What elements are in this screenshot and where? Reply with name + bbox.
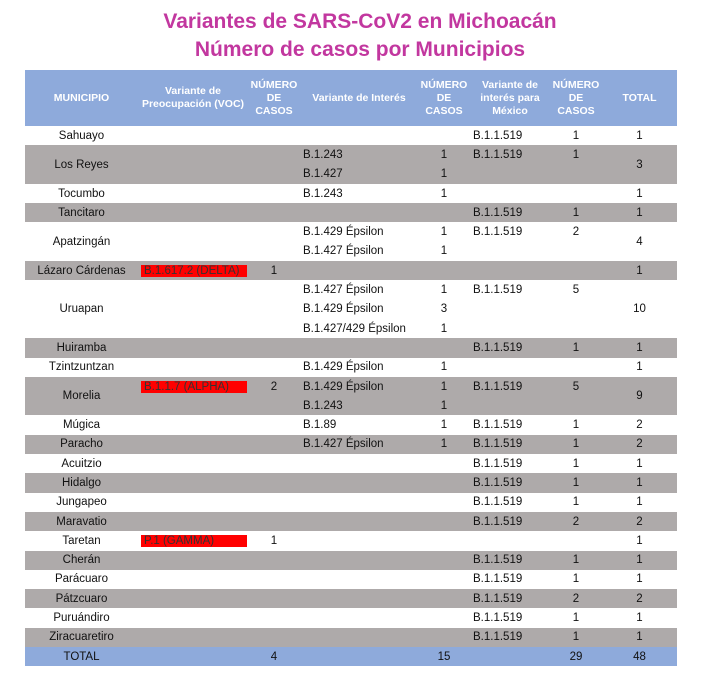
- table-row: [25, 570, 677, 589]
- interes-count-cell: 1: [418, 377, 470, 396]
- voc-cell: [138, 415, 248, 434]
- total-cell: 10: [602, 280, 677, 338]
- mexico-count-cell: [550, 396, 602, 415]
- mexico-count-cell: [550, 165, 602, 184]
- mexico-count-cell: [550, 531, 602, 550]
- interes-count-cell: 1: [418, 222, 470, 241]
- municipio-cell: Huiramba: [25, 338, 138, 357]
- voc-badge: B.1.1.7 (ALPHA): [141, 381, 247, 393]
- table-row: [25, 358, 677, 377]
- total-cell: 3: [602, 145, 677, 184]
- voc-count-cell: [248, 589, 300, 608]
- mexico-cell: [470, 242, 550, 261]
- table-row: [25, 608, 677, 627]
- mexico-cell: B.1.1.519: [470, 222, 550, 241]
- total-cell: 1: [602, 338, 677, 357]
- voc-cell: [138, 396, 248, 415]
- table-body: [25, 126, 677, 647]
- voc-count-cell: [248, 628, 300, 647]
- voc-cell: [138, 473, 248, 492]
- voc-count-cell: [248, 512, 300, 531]
- mexico-count-cell: 1: [550, 493, 602, 512]
- total-cell: 1: [602, 126, 677, 145]
- interes-cell: B.1.427 Épsilon: [300, 242, 418, 261]
- mexico-cell: B.1.1.519: [470, 473, 550, 492]
- table-row: [25, 145, 677, 164]
- municipio-cell: Parácuaro: [25, 570, 138, 589]
- municipio-cell: Jungapeo: [25, 493, 138, 512]
- mexico-count-cell: 1: [550, 454, 602, 473]
- total-cell: 1: [602, 203, 677, 222]
- interes-cell: [300, 512, 418, 531]
- municipio-cell: Múgica: [25, 415, 138, 434]
- interes-count-cell: 1: [418, 435, 470, 454]
- voc-cell: [138, 300, 248, 319]
- mexico-cell: B.1.1.519: [470, 145, 550, 164]
- total-cell: 1: [602, 184, 677, 203]
- voc-cell: [138, 319, 248, 338]
- voc-count-cell: [248, 435, 300, 454]
- municipio-cell: Tancitaro: [25, 203, 138, 222]
- table-row: [25, 473, 677, 492]
- interes-cell: [300, 473, 418, 492]
- header-total: TOTAL: [602, 70, 677, 126]
- municipio-cell: Tocumbo: [25, 184, 138, 203]
- table-row: [25, 126, 677, 145]
- voc-count-cell: [248, 358, 300, 377]
- mexico-count-cell: 2: [550, 589, 602, 608]
- voc-cell: [138, 493, 248, 512]
- interes-count-cell: 1: [418, 415, 470, 434]
- mexico-cell: [470, 165, 550, 184]
- interes-count-cell: 1: [418, 165, 470, 184]
- interes-count-cell: [418, 473, 470, 492]
- interes-cell: [300, 203, 418, 222]
- page-subtitle: Número de casos por Municipios: [194, 38, 526, 61]
- voc-count-cell: [248, 319, 300, 338]
- mexico-count-cell: 1: [550, 570, 602, 589]
- header-num-voc: NÚMERO DE CASOS: [248, 70, 300, 126]
- table-row: [25, 415, 677, 434]
- interes-cell: [300, 570, 418, 589]
- voc-cell: [138, 222, 248, 241]
- header-interes: Variante de Interés: [300, 70, 418, 126]
- interes-count-cell: 1: [418, 358, 470, 377]
- total-cell: 2: [602, 435, 677, 454]
- mexico-count-cell: [550, 358, 602, 377]
- mexico-cell: [470, 300, 550, 319]
- table-row: [25, 454, 677, 473]
- voc-count-cell: [248, 145, 300, 164]
- voc-cell: [138, 203, 248, 222]
- interes-cell: [300, 628, 418, 647]
- totals-total: 48: [602, 647, 677, 666]
- total-cell: 4: [602, 222, 677, 261]
- voc-count-cell: [248, 551, 300, 570]
- total-cell: 1: [602, 454, 677, 473]
- voc-cell: [138, 145, 248, 164]
- voc-cell: [138, 126, 248, 145]
- municipio-cell: Puruándiro: [25, 608, 138, 627]
- voc-count-cell: 1: [248, 261, 300, 280]
- municipio-cell: Uruapan: [25, 280, 138, 338]
- interes-cell: B.1.427 Épsilon: [300, 280, 418, 299]
- interes-count-cell: 1: [418, 145, 470, 164]
- municipio-cell: Tzintzuntzan: [25, 358, 138, 377]
- municipio-cell: Los Reyes: [25, 145, 138, 184]
- interes-cell: [300, 608, 418, 627]
- total-cell: 1: [602, 628, 677, 647]
- mexico-count-cell: 1: [550, 473, 602, 492]
- interes-count-cell: [418, 570, 470, 589]
- total-cell: 1: [602, 570, 677, 589]
- header-voc: Variante de Preocupación (VOC): [138, 70, 248, 126]
- mexico-count-cell: 5: [550, 377, 602, 396]
- voc-cell: [138, 608, 248, 627]
- mexico-cell: B.1.1.519: [470, 608, 550, 627]
- voc-count-cell: [248, 570, 300, 589]
- table-row: [25, 628, 677, 647]
- mexico-count-cell: 1: [550, 551, 602, 570]
- municipio-cell: Cherán: [25, 551, 138, 570]
- voc-badge: P.1 (GAMMA): [141, 535, 247, 547]
- interes-cell: B.1.243: [300, 184, 418, 203]
- voc-count-cell: [248, 203, 300, 222]
- voc-cell: [138, 531, 248, 550]
- interes-count-cell: [418, 608, 470, 627]
- total-cell: 1: [602, 493, 677, 512]
- interes-cell: [300, 589, 418, 608]
- mexico-count-cell: 1: [550, 435, 602, 454]
- voc-count-cell: [248, 300, 300, 319]
- total-cell: 1: [602, 261, 677, 280]
- interes-cell: B.1.429 Épsilon: [300, 300, 418, 319]
- interes-count-cell: 1: [418, 184, 470, 203]
- voc-count-cell: 2: [248, 377, 300, 396]
- mexico-count-cell: 1: [550, 628, 602, 647]
- total-cell: 2: [602, 415, 677, 434]
- voc-cell: [138, 377, 248, 396]
- municipio-cell: Acuitzio: [25, 454, 138, 473]
- voc-cell: [138, 165, 248, 184]
- voc-count-cell: [248, 280, 300, 299]
- mexico-cell: B.1.1.519: [470, 493, 550, 512]
- table-row: [25, 280, 677, 299]
- mexico-count-cell: 1: [550, 145, 602, 164]
- interes-count-cell: [418, 512, 470, 531]
- table-row: [25, 512, 677, 531]
- municipio-cell: Taretan: [25, 531, 138, 550]
- interes-cell: B.1.89: [300, 415, 418, 434]
- municipio-cell: Pátzcuaro: [25, 589, 138, 608]
- interes-cell: B.1.427/429 Épsilon: [300, 319, 418, 338]
- mexico-count-cell: [550, 242, 602, 261]
- interes-count-cell: [418, 454, 470, 473]
- voc-cell: [138, 338, 248, 357]
- voc-count-cell: [248, 222, 300, 241]
- table-row: [25, 589, 677, 608]
- interes-cell: [300, 531, 418, 550]
- interes-cell: [300, 126, 418, 145]
- mexico-cell: [470, 396, 550, 415]
- interes-cell: B.1.243: [300, 145, 418, 164]
- mexico-cell: [470, 319, 550, 338]
- totals-mexico: 29: [550, 647, 602, 666]
- voc-cell: [138, 551, 248, 570]
- mexico-count-cell: 2: [550, 222, 602, 241]
- interes-cell: B.1.243: [300, 396, 418, 415]
- header-municipio: MUNICIPIO: [25, 70, 138, 126]
- mexico-cell: B.1.1.519: [470, 512, 550, 531]
- voc-cell: [138, 570, 248, 589]
- table-row: [25, 261, 677, 280]
- header-num-mexico: NÚMERO DE CASOS: [550, 70, 602, 126]
- table-row: [25, 222, 677, 241]
- header-num-interes: NÚMERO DE CASOS: [418, 70, 470, 126]
- interes-cell: [300, 454, 418, 473]
- interes-cell: B.1.427: [300, 165, 418, 184]
- voc-cell: [138, 454, 248, 473]
- municipio-cell: Lázaro Cárdenas: [25, 261, 138, 280]
- interes-count-cell: [418, 261, 470, 280]
- voc-cell: [138, 589, 248, 608]
- mexico-cell: B.1.1.519: [470, 280, 550, 299]
- mexico-count-cell: 1: [550, 126, 602, 145]
- municipio-cell: Paracho: [25, 435, 138, 454]
- interes-count-cell: 1: [418, 319, 470, 338]
- voc-cell: [138, 261, 248, 280]
- table-row: [25, 435, 677, 454]
- mexico-count-cell: [550, 300, 602, 319]
- mexico-cell: [470, 531, 550, 550]
- voc-badge: B.1.617.2 (DELTA): [141, 265, 247, 277]
- interes-count-cell: [418, 203, 470, 222]
- table-row: [25, 493, 677, 512]
- voc-cell: [138, 358, 248, 377]
- voc-count-cell: [248, 473, 300, 492]
- interes-cell: B.1.429 Épsilon: [300, 222, 418, 241]
- interes-cell: B.1.429 Épsilon: [300, 358, 418, 377]
- interes-cell: [300, 261, 418, 280]
- cases-table: [25, 70, 677, 666]
- mexico-cell: [470, 261, 550, 280]
- interes-cell: [300, 338, 418, 357]
- voc-count-cell: [248, 126, 300, 145]
- total-cell: 1: [602, 608, 677, 627]
- mexico-cell: B.1.1.519: [470, 126, 550, 145]
- total-cell: 1: [602, 551, 677, 570]
- table-header-row: [25, 70, 677, 126]
- voc-cell: [138, 435, 248, 454]
- voc-count-cell: [248, 338, 300, 357]
- mexico-cell: B.1.1.519: [470, 377, 550, 396]
- interes-count-cell: [418, 338, 470, 357]
- mexico-count-cell: [550, 319, 602, 338]
- municipio-cell: Maravatio: [25, 512, 138, 531]
- interes-cell: B.1.427 Épsilon: [300, 435, 418, 454]
- interes-count-cell: [418, 493, 470, 512]
- totals-row: [25, 647, 677, 666]
- table-row: [25, 377, 677, 396]
- mexico-count-cell: 1: [550, 415, 602, 434]
- total-cell: 1: [602, 358, 677, 377]
- interes-count-cell: [418, 628, 470, 647]
- mexico-cell: [470, 184, 550, 203]
- interes-cell: B.1.429 Épsilon: [300, 377, 418, 396]
- mexico-cell: B.1.1.519: [470, 415, 550, 434]
- totals-voc: 4: [248, 647, 300, 666]
- page-title: Variantes de SARS-CoV2 en Michoacán: [163, 10, 557, 33]
- total-cell: 2: [602, 589, 677, 608]
- mexico-cell: B.1.1.519: [470, 338, 550, 357]
- voc-count-cell: [248, 493, 300, 512]
- total-cell: 1: [602, 473, 677, 492]
- mexico-count-cell: 2: [550, 512, 602, 531]
- mexico-cell: B.1.1.519: [470, 435, 550, 454]
- table-row: [25, 184, 677, 203]
- total-cell: 2: [602, 512, 677, 531]
- mexico-cell: B.1.1.519: [470, 628, 550, 647]
- interes-cell: [300, 551, 418, 570]
- interes-count-cell: 1: [418, 242, 470, 261]
- voc-count-cell: [248, 184, 300, 203]
- interes-count-cell: 1: [418, 280, 470, 299]
- voc-count-cell: [248, 608, 300, 627]
- mexico-count-cell: [550, 184, 602, 203]
- interes-count-cell: [418, 531, 470, 550]
- mexico-count-cell: 1: [550, 608, 602, 627]
- voc-cell: [138, 242, 248, 261]
- mexico-cell: B.1.1.519: [470, 570, 550, 589]
- mexico-count-cell: 1: [550, 203, 602, 222]
- mexico-count-cell: 5: [550, 280, 602, 299]
- municipio-cell: Morelia: [25, 377, 138, 416]
- mexico-count-cell: 1: [550, 338, 602, 357]
- total-cell: 9: [602, 377, 677, 416]
- table-row: [25, 531, 677, 550]
- interes-count-cell: [418, 551, 470, 570]
- municipio-cell: Ziracuaretiro: [25, 628, 138, 647]
- voc-count-cell: [248, 415, 300, 434]
- interes-count-cell: 1: [418, 396, 470, 415]
- municipio-cell: Sahuayo: [25, 126, 138, 145]
- table-row: [25, 203, 677, 222]
- table-row: [25, 551, 677, 570]
- mexico-cell: B.1.1.519: [470, 203, 550, 222]
- municipio-cell: Hidalgo: [25, 473, 138, 492]
- interes-count-cell: 3: [418, 300, 470, 319]
- totals-interes: 15: [418, 647, 470, 666]
- totals-label: TOTAL: [25, 647, 138, 666]
- voc-count-cell: [248, 396, 300, 415]
- voc-cell: [138, 184, 248, 203]
- mexico-cell: B.1.1.519: [470, 454, 550, 473]
- mexico-count-cell: [550, 261, 602, 280]
- voc-count-cell: [248, 165, 300, 184]
- voc-cell: [138, 628, 248, 647]
- table-row: [25, 338, 677, 357]
- voc-count-cell: [248, 242, 300, 261]
- voc-count-cell: [248, 454, 300, 473]
- mexico-cell: B.1.1.519: [470, 589, 550, 608]
- mexico-cell: [470, 358, 550, 377]
- total-cell: 1: [602, 531, 677, 550]
- interes-cell: [300, 493, 418, 512]
- voc-count-cell: 1: [248, 531, 300, 550]
- interes-count-cell: [418, 126, 470, 145]
- municipio-cell: Apatzingán: [25, 222, 138, 261]
- mexico-cell: B.1.1.519: [470, 551, 550, 570]
- header-mexico: Variante de interés para México: [470, 70, 550, 126]
- voc-cell: [138, 512, 248, 531]
- voc-cell: [138, 280, 248, 299]
- interes-count-cell: [418, 589, 470, 608]
